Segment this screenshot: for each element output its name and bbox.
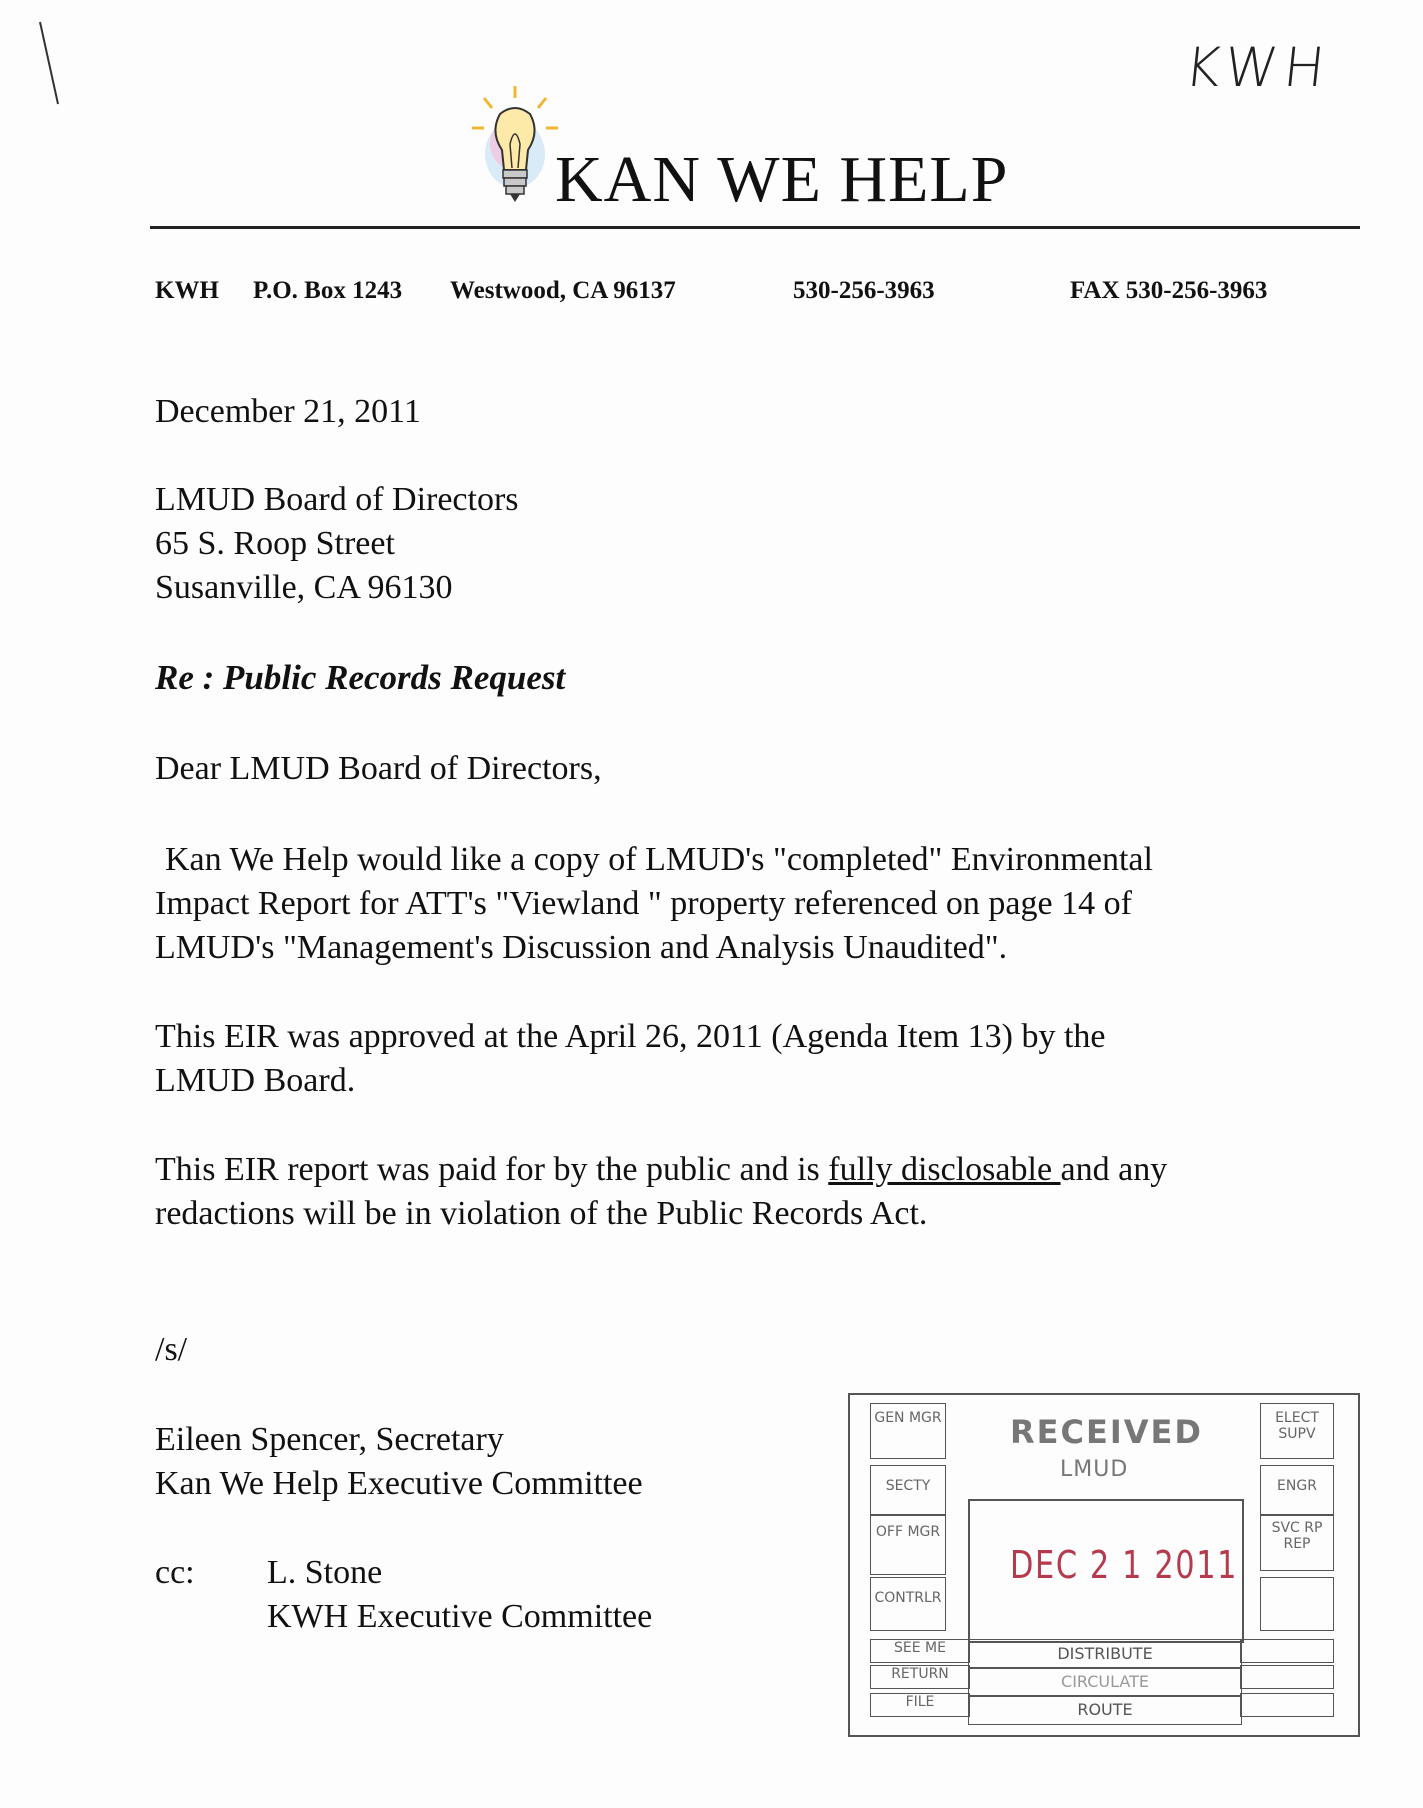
stamp-cell: FILE	[870, 1693, 970, 1717]
paragraph-line: redactions will be in violation of the Public Records Act.	[155, 1195, 928, 1232]
stamp-distribute: DISTRIBUTE	[968, 1639, 1242, 1669]
text-segment: This EIR report was paid for by the public and is	[155, 1151, 829, 1188]
subject-line: Re : Public Records Request	[155, 658, 566, 697]
cc-name: L. Stone	[267, 1554, 383, 1591]
pencil-mark-icon	[36, 18, 66, 108]
signature: /s/	[155, 1331, 188, 1368]
letter-date: December 21, 2011	[155, 393, 421, 430]
fax: FAX 530-256-3963	[1070, 277, 1268, 304]
lightbulb-icon	[470, 84, 560, 214]
stamp-cell	[1260, 1577, 1334, 1631]
signer-name: Eileen Spencer, Secretary	[155, 1421, 504, 1458]
underlined-text: fully disclosable	[828, 1151, 1061, 1188]
received-stamp	[848, 1393, 1360, 1737]
stamp-cell: ENGR	[1260, 1465, 1334, 1515]
city-line: Westwood, CA 96137	[450, 277, 676, 304]
paragraph-line: LMUD's "Management's Discussion and Analysis Unaudited".	[155, 929, 1008, 966]
stamp-cell: SEE ME	[870, 1639, 970, 1663]
stamp-cell: OFF MGR	[870, 1515, 946, 1575]
recipient-city: Susanville, CA 96130	[155, 569, 453, 606]
cc-committee: KWH Executive Committee	[267, 1598, 653, 1635]
signer-title: Kan We Help Executive Committee	[155, 1465, 643, 1502]
stamp-org: LMUD	[1060, 1457, 1129, 1482]
stamp-cell	[1240, 1693, 1334, 1717]
paragraph-line: This EIR was approved at the April 26, 2011 (Agenda Item 13) by the	[155, 1018, 1106, 1055]
handwritten-initials: KWH	[1181, 36, 1334, 99]
po-box: P.O. Box 1243	[253, 277, 403, 304]
recipient-street: 65 S. Roop Street	[155, 525, 395, 562]
org-abbrev: KWH	[155, 277, 219, 304]
paragraph-line	[155, 1148, 1355, 1192]
org-name: KAN WE HELP	[555, 143, 1009, 216]
stamp-route: ROUTE	[968, 1695, 1242, 1725]
text-segment: and any	[1060, 1151, 1168, 1188]
stamp-circulate: CIRCULATE	[968, 1667, 1242, 1697]
paragraph-line: Kan We Help would like a copy of LMUD's "completed" Environmental	[165, 841, 1153, 878]
phone: 530-256-3963	[793, 277, 935, 304]
cc-label: cc:	[155, 1554, 195, 1591]
salutation: Dear LMUD Board of Directors,	[155, 750, 602, 787]
stamp-cell: CONTRLR	[870, 1577, 946, 1631]
recipient-name: LMUD Board of Directors	[155, 481, 519, 518]
stamp-cell: RETURN	[870, 1665, 970, 1689]
paragraph-line: Impact Report for ATT's "Viewland " property referenced on page 14 of	[155, 885, 1132, 922]
header-rule	[150, 226, 1360, 229]
stamp-cell: SVC RP REP	[1260, 1515, 1334, 1571]
stamp-cell	[1240, 1639, 1334, 1663]
stamp-date: DEC 2 1 2011	[1010, 1543, 1239, 1587]
stamp-cell	[1240, 1665, 1334, 1689]
stamp-cell: SECTY	[870, 1465, 946, 1515]
stamp-cell: GEN MGR	[870, 1403, 946, 1459]
paragraph-line: LMUD Board.	[155, 1062, 356, 1099]
stamp-cell: ELECT SUPV	[1260, 1403, 1334, 1459]
stamp-title: RECEIVED	[1010, 1413, 1203, 1451]
